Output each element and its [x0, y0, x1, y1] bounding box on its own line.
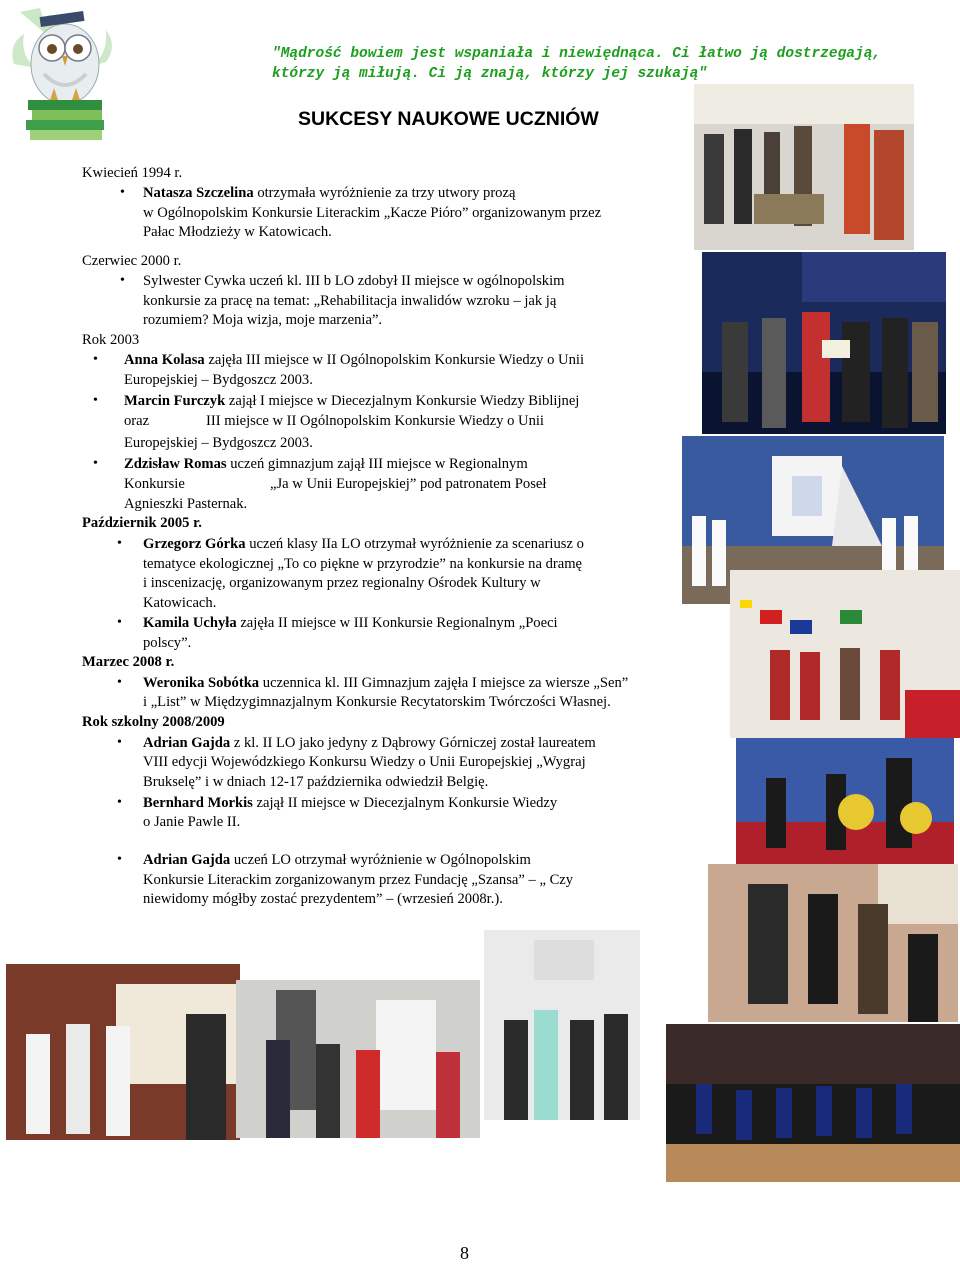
entry-grzegorz-line-2: tematyce ekologicznej „To co piękne w przyrodzie” na konkursie na dramę [143, 556, 583, 572]
section-date-2008-2009: Rok szkolny 2008/2009 [82, 714, 225, 730]
section-date-2000: Czerwiec 2000 r. [82, 253, 182, 269]
bullet: • [120, 273, 125, 288]
bullet: • [93, 352, 98, 367]
entry-text: zajął I miejsce w Diecezjalnym Konkursie Wiedzy Biblijnej [228, 393, 580, 409]
motto [272, 44, 892, 84]
student-name: Kamila Uchyła [143, 615, 237, 631]
entry-natasza-line-3: Pałac Młodzieży w Katowicach. [143, 224, 332, 240]
photo-school-performance [708, 864, 958, 1022]
entry-marcin-line-2b: III miejsce w II Ogólnopolskim Konkursie Wiedzy o Unii [206, 413, 544, 429]
entry-text: uczeń LO otrzymał wyróżnienie w Ogólnopolskim [233, 852, 531, 868]
entry-text: uczeń klasy IIa LO otrzymał wyróżnienie za scenariusz o [249, 536, 584, 552]
photo-diploma-winners [484, 930, 640, 1120]
entry-anna-line-2: Europejskiej – Bydgoszcz 2003. [124, 372, 313, 388]
entry-sylwester-line-2: konkursie za pracę na temat: „Rehabilitacja inwalidów wzroku – jak ją [143, 293, 557, 309]
entry-bernhard-line-2: o Janie Pawle II. [143, 814, 241, 830]
entry-weronika-line-2: i „List” w Międzygimnazjalnym Konkursie Recytatorskim Twórczości Własnej. [143, 694, 611, 710]
entry-text: otrzymała wyróżnienie za trzy utwory prozą [257, 185, 516, 201]
student-name: Grzegorz Górka [143, 536, 246, 552]
entry-marcin-line-3: Europejskiej – Bydgoszcz 2003. [124, 435, 313, 451]
photo-award-ceremony [702, 252, 946, 434]
entry-zdzislaw-line-2a: Konkursie [124, 476, 185, 492]
student-name: Weronika Sobótka [143, 675, 260, 691]
student-name: Marcin Furczyk [124, 393, 226, 409]
bullet: • [117, 536, 122, 551]
entry-kamila-line-1 [143, 614, 558, 634]
motto-line-2: którzy ją miłują. Ci ją znają, którzy jej szukają" [272, 66, 708, 82]
page-number: 8 [460, 1243, 469, 1263]
entry-text: zajął II miejsce w Diecezjalnym Konkursie Wiedzy [256, 795, 558, 811]
motto-line-1: "Mądrość bowiem jest wspaniała i niewiędnąca. Ci łatwo ją dostrzegają, [272, 46, 882, 62]
student-name: Anna Kolasa [124, 352, 205, 368]
student-name: Adrian Gajda [143, 735, 231, 751]
entry-weronika-line-1 [143, 674, 628, 694]
bullet: • [117, 795, 122, 810]
bullet: • [120, 185, 125, 200]
student-name: Natasza Szczelina [143, 185, 254, 201]
entry-zdzislaw-line-1 [124, 455, 528, 475]
entry-text: zajęła II miejsce w III Konkursie Regionalnym „Poeci [240, 615, 558, 631]
section-date-2008: Marzec 2008 r. [82, 654, 175, 670]
bullet: • [117, 852, 122, 867]
entry-text: uczennica kl. III Gimnazjum zajęła I miejsce za wiersze „Sen” [262, 675, 629, 691]
page-title: SUKCESY NAUKOWE UCZNIÓW [298, 108, 599, 130]
entry-marcin-line-2a: oraz [124, 413, 150, 429]
photo-students-singing [6, 964, 240, 1140]
entry-grzegorz-line-1 [143, 535, 584, 555]
photo-european-union-stage [730, 570, 960, 738]
bullet: • [93, 456, 98, 471]
entry-natasza-line-1 [143, 184, 515, 204]
student-name: Zdzisław Romas [124, 456, 227, 472]
entry-adrian-2-line-1 [143, 851, 531, 871]
photo-flowers-stage [736, 738, 954, 864]
entry-grzegorz-line-3: i inscenizację, organizowanym przez regionalny Ośrodek Kultury w [143, 575, 541, 591]
photo-classroom-exhibition [694, 84, 914, 250]
entry-adrian-line-1 [143, 734, 596, 754]
entry-anna-line-1 [124, 351, 584, 371]
section-date-2003: Rok 2003 [82, 332, 140, 348]
bullet: • [117, 735, 122, 750]
entry-zdzislaw-line-2b: „Ja w Unii Europejskiej” pod patronatem Poseł [270, 476, 547, 492]
section-date-2005: Październik 2005 r. [82, 515, 202, 531]
entry-natasza-line-2: w Ogólnopolskim Konkursie Literackim „Kacze Pióro” organizowanym przez [143, 205, 602, 221]
entry-adrian-line-2: VIII edycji Wojewódzkiego Konkursu Wiedzy o Unii Europejskiej „Wygraj [143, 754, 586, 770]
bullet: • [117, 615, 122, 630]
bullet: • [117, 675, 122, 690]
bullet: • [93, 393, 98, 408]
entry-text: zajęła III miejsce w II Ogólnopolskim Konkursie Wiedzy o Unii [208, 352, 585, 368]
student-name: Adrian Gajda [143, 852, 231, 868]
owl-logo-icon [10, 4, 120, 144]
student-name: Bernhard Morkis [143, 795, 253, 811]
entry-grzegorz-line-4: Katowicach. [143, 595, 217, 611]
photo-city-scenery-award [236, 980, 480, 1138]
entry-adrian-2-line-2: Konkursie Literackim zorganizowanym przez Fundację „Szansa” – „ Czy [143, 872, 574, 888]
entry-zdzislaw-line-3: Agnieszki Pasternak. [124, 496, 248, 512]
entry-sylwester-line-3: rozumiem? Moja wizja, moje marzenia”. [143, 312, 383, 328]
entry-bernhard-line-1 [143, 794, 557, 814]
entry-adrian-2-line-3: niewidomy mógłby zostać prezydentem” – (wrzesień 2008r.). [143, 891, 503, 907]
entry-text: uczeń gimnazjum zajął III miejsce w Regionalnym [230, 456, 528, 472]
section-date-1994: Kwiecień 1994 r. [82, 165, 183, 181]
entry-adrian-line-3: Brukselę” i w dniach 12-17 października odwiedził Belgię. [143, 774, 489, 790]
entry-sylwester-line-1: Sylwester Cywka uczeń kl. III b LO zdobył II miejsce w ogólnopolskim [143, 273, 565, 289]
entry-marcin-line-1 [124, 392, 579, 412]
photo-dance-performance [666, 1024, 960, 1182]
entry-kamila-line-2: polscy”. [143, 635, 192, 651]
entry-text: z kl. II LO jako jedyny z Dąbrowy Górniczej został laureatem [233, 735, 596, 751]
